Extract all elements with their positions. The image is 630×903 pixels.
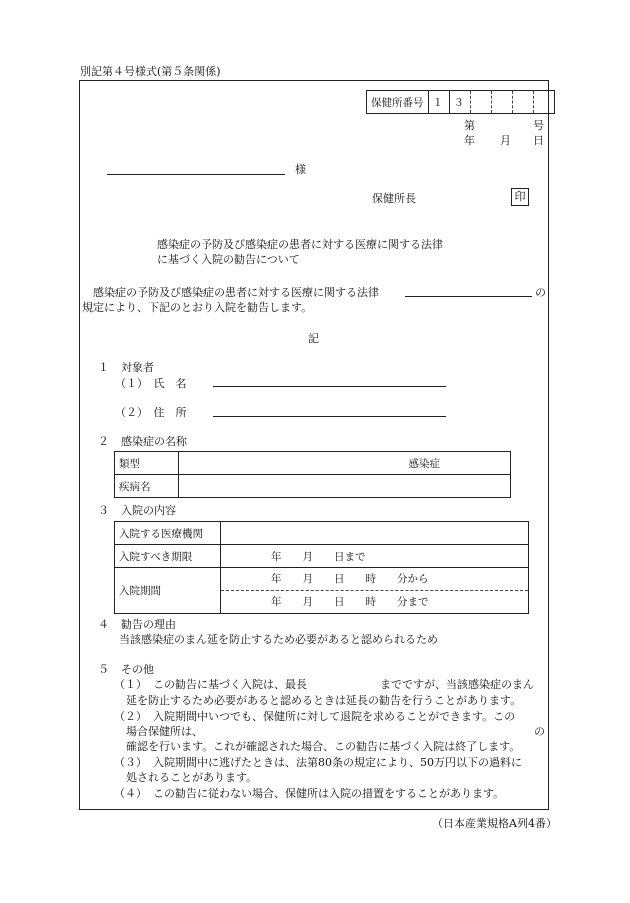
- day-label: 日: [533, 134, 544, 147]
- period-from: 年 月 日 時 分から: [221, 568, 528, 591]
- disease-table: [114, 451, 511, 498]
- hospital-value: [221, 522, 529, 545]
- sec5-num: ５: [98, 663, 109, 676]
- period-to: 年 月 日 時 分まで: [271, 596, 429, 608]
- disease-name-value: [179, 475, 511, 498]
- hokenjo-digit-4: [491, 91, 512, 114]
- disease-name-label: 疾病名: [115, 475, 179, 498]
- hokenjo-number-box: [366, 90, 555, 114]
- hokenjo-number-label: 保健所番号: [367, 91, 429, 114]
- intro-no: の: [535, 286, 546, 299]
- item3-line1: 入院期間中に逃げたときは、法第80条の規定により、50万円以下の過料に: [153, 756, 522, 769]
- title-line-1: 感染症の予防及び感染症の患者に対する医療に関する法律: [157, 238, 443, 251]
- sec4-text: 当該感染症のまん延を防止するため必要があると認められるため: [119, 633, 438, 646]
- sec3-num: ３: [98, 504, 109, 517]
- addressee-suffix: 様: [295, 163, 306, 176]
- deadline-value: 年 月 日まで: [221, 545, 529, 568]
- admission-table: [114, 521, 529, 614]
- item2-line2b: の: [534, 725, 545, 738]
- sec4-num: ４: [98, 618, 109, 631]
- issuer: 保健所長: [372, 192, 416, 205]
- year-label: 年: [464, 134, 475, 147]
- hokenjo-digit-5: [512, 91, 533, 114]
- item4-num: （４）: [114, 787, 147, 800]
- sec4-title: 勧告の理由: [121, 618, 176, 631]
- footer-note: （日本産業規格A列4番）: [432, 817, 557, 830]
- type-value: 感染症: [179, 452, 511, 475]
- go-label: 号: [533, 119, 544, 132]
- period-cell: [221, 568, 529, 614]
- hokenjo-digit-2: ３: [449, 91, 470, 114]
- item2-line2a: 場合保健所は、: [126, 725, 203, 738]
- name-line: [213, 386, 446, 387]
- item2-line3: 確認を行います。これが確認された場合、この勧告に基づく入院は終了します。: [126, 740, 521, 753]
- sec2-num: ２: [98, 435, 109, 448]
- period-label: 入院期間: [115, 568, 221, 614]
- ki-heading: 記: [308, 332, 319, 345]
- seal-mark: 印: [511, 188, 529, 206]
- item3-num: （３）: [114, 756, 147, 769]
- hospital-label: 入院する医療機関: [115, 522, 221, 545]
- item2-line1: 入院期間中いつでも、保健所に対して退院を求めることができます。この: [153, 710, 516, 723]
- hokenjo-digit-6: [533, 91, 554, 114]
- title-line-2: に基づく入院の勧告について: [157, 253, 300, 266]
- item1-num: （１）: [114, 678, 147, 691]
- sec1-title: 対象者: [121, 361, 154, 374]
- month-label: 月: [500, 134, 511, 147]
- type-label: 類型: [115, 452, 179, 475]
- hokenjo-digit-1: １: [428, 91, 449, 114]
- law-blank-line: [405, 296, 532, 297]
- hokenjo-digit-3: [470, 91, 491, 114]
- item3-line2: 処されることがあります。: [126, 771, 258, 784]
- addressee-line: [107, 174, 285, 175]
- sec3-title: 入院の内容: [121, 504, 176, 517]
- item2-num: （２）: [114, 710, 147, 723]
- item1-line1b: までですが、当該感染症のまん: [380, 678, 534, 691]
- intro-line-1: 感染症の予防及び感染症の患者に対する医療に関する法律: [93, 286, 379, 299]
- item1-line2: 延を防止するため必要があると認めるときは延長の勧告を行うことがあります。: [126, 694, 522, 707]
- intro-line-2: 規定により、下記のとおり入院を勧告します。: [82, 301, 313, 314]
- form-caption: 別記第４号様式(第５条関係): [80, 65, 221, 78]
- sec2-title: 感染症の名称: [121, 435, 187, 448]
- address-label: （２） 住 所: [115, 406, 187, 419]
- item1-line1a: この勧告に基づく入院は、最長: [153, 678, 307, 691]
- item4-line1: この勧告に従わない場合、保健所は入院の措置をすることがあります。: [153, 787, 505, 800]
- address-line: [213, 416, 446, 417]
- name-label: （１） 氏 名: [115, 377, 187, 390]
- sec1-num: １: [98, 361, 109, 374]
- dai-label: 第: [464, 119, 475, 132]
- sec5-title: その他: [121, 663, 154, 676]
- deadline-label: 入院すべき期限: [115, 545, 221, 568]
